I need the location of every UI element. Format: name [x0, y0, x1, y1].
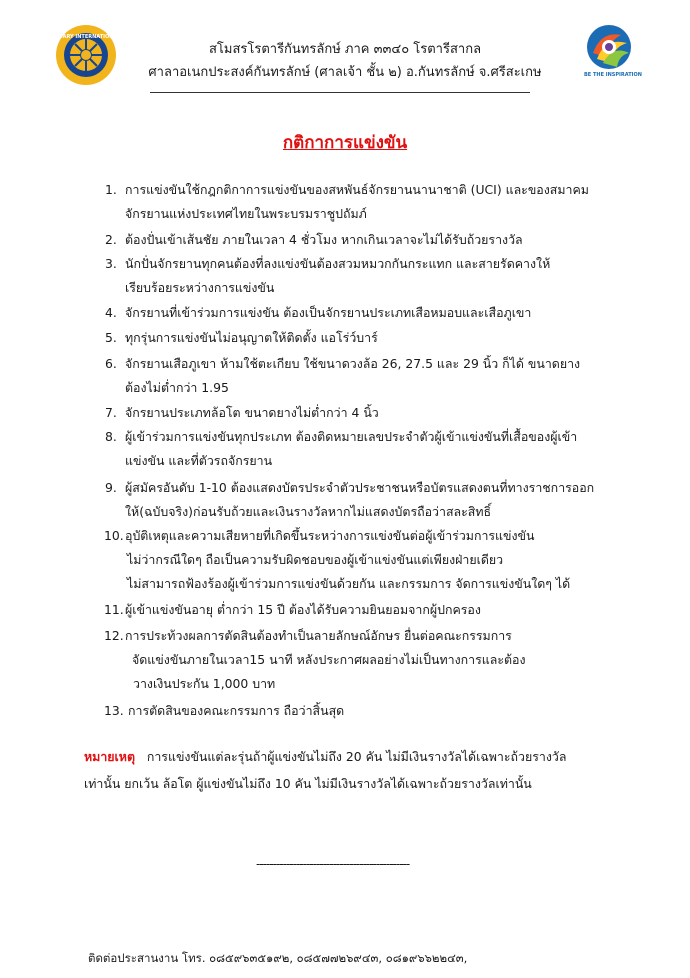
rule-text-line: ให้(ฉบับจริง)ก่อนรับถ้วยและเงินรางวัลหากไม่แสดงบัตรถือว่าสละสิทธิ์ — [125, 504, 492, 519]
rule-number: 11. — [104, 602, 124, 617]
rule-text-line: จักรยานที่เข้าร่วมการแข่งขัน ต้องเป็นจักรยานประเภทเสือหมอบและเสือภูเขา — [125, 305, 532, 320]
rule-number: 9. — [105, 480, 117, 495]
rule-text-line: จักรยานแห่งประเทศไทยในพระบรมราชูปถัมภ์ — [125, 206, 367, 221]
club-name: สโมสรโรตารีกันทรลักษ์ ภาค ๓๓๔๐ โรตารีสากล — [208, 42, 482, 57]
rule-text-line: นักปั่นจักรยานทุกคนต้องที่ลงแข่งขันต้องสวมหมวกกันกระแทก และสายรัดคางให้ — [125, 256, 551, 271]
note-line-1 — [84, 745, 566, 768]
be-the-inspiration-logo — [583, 23, 635, 71]
rule-text-line: การประท้วงผลการตัดสินต้องทำเป็นลายลักษณ์อักษร ยื่นต่อคณะกรรมการ — [125, 628, 512, 643]
rule-number: 6. — [105, 356, 117, 371]
rule-text-line: ผู้เข้าแข่งขันอายุ ต่ำกว่า 15 ปี ต้องได้รับความยินยอมจากผู้ปกครอง — [125, 602, 481, 617]
rule-text-line: ทุกรุ่นการแข่งขันไม่อนุญาตให้ติดตั้ง แอโร่ว์บาร์ — [125, 330, 378, 345]
rule-number: 4. — [105, 305, 117, 320]
logo-tagline: BE THE INSPIRATION — [584, 72, 642, 78]
rule-text-line: ไม่สามารถฟ้องร้องผู้เข้าร่วมการแข่งขันด้วยกัน และกรรมการ จัดการแข่งขันใดๆ ได้ — [127, 576, 571, 591]
header-divider — [150, 92, 530, 93]
rule-text-line: แข่งขัน และที่ตัวรถจักรยาน — [125, 453, 273, 468]
contact-info: ติดต่อประสานงาน โทร. ๐๘๕๙๖๓๕๑๙๒, ๐๘๕๗๗๒๖๙๔๓, ๐๘๑๙๖๖๒๒๔๓, — [88, 951, 468, 965]
rule-number: 5. — [105, 330, 117, 345]
rule-text-line: วางเงินประกัน 1,000 บาท — [133, 676, 276, 691]
rule-number: 12. — [104, 628, 124, 643]
rule-text-line: ต้องปั่นเข้าเส้นชัย ภายในเวลา 4 ชั่วโมง หากเกินเวลาจะไม่ได้รับถ้วยรางวัล — [125, 232, 523, 247]
note-line-2: เท่านั้น ยกเว้น ล้อโต ผู้แข่งขันไม่ถึง 10 คัน ไม่มีเงินรางวัลได้เฉพาะถ้วยรางวัลเท่านั้น — [84, 776, 532, 791]
rule-text-line: จักรยานประเภทล้อโต ขนาดยางไม่ต่ำกว่า 4 นิ้ว — [125, 405, 379, 420]
venue-line: ศาลาอเนกประสงค์กันทรลักษ์ (ศาลเจ้า ชั้น ๒) อ.กันทรลักษ์ จ.ศรีสะเกษ — [148, 65, 542, 80]
rule-text-line: จักรยานเสือภูเขา ห้ามใช้ตะเกียบ ใช้ขนาดวงล้อ 26, 27.5 และ 29 นิ้ว ก็ได้ ขนาดยาง — [125, 356, 581, 371]
note-text-1: การแข่งขันแต่ละรุ่นถ้าผู้แข่งขันไม่ถึง 20 คัน ไม่มีเงินรางวัลได้เฉพาะถ้วยรางวัล — [146, 749, 567, 764]
rule-number: 3. — [105, 256, 117, 271]
rule-text-line: ไม่ว่ากรณีใดๆ ถือเป็นความรับผิดชอบของผู้เข้าแข่งขันแต่เพียงฝ่ายเดียว — [127, 552, 504, 567]
rule-text-line: จัดแข่งขันภายในเวลา15 นาที หลังประกาศผลอย่างไม่เป็นทางการและต้อง — [132, 652, 526, 667]
rule-number: 2. — [105, 232, 117, 247]
rule-text-line: อุบัติเหตุและความเสียหายที่เกิดขึ้นระหว่างการแข่งขันต่อผู้เข้าร่วมการแข่งขัน — [125, 528, 535, 543]
rule-number: 7. — [105, 405, 117, 420]
separator-line: ---------------------------------------------- — [256, 857, 410, 871]
rule-text-line: การแข่งขันใช้กฎกติกาการแข่งขันของสหพันธ์จักรยานนานาชาติ (UCI) และของสมาคม — [125, 182, 589, 197]
rotary-logo-text-top: ROTARY INTERNATIONAL — [51, 34, 121, 40]
rule-number: 1. — [105, 182, 117, 197]
page-title: กติกาการแข่งขัน — [282, 133, 408, 153]
rule-text-line: ต้องไม่ต่ำกว่า 1.95 — [125, 380, 229, 395]
rule-text-line: ผู้สมัครอันดับ 1-10 ต้องแสดงบัตรประจำตัวประชาชนหรือบัตรแสดงตนที่ทางราชการออก — [125, 480, 595, 495]
rule-number: 10. — [104, 528, 124, 543]
rule-text-line: การตัดสินของคณะกรรมการ ถือว่าสิ้นสุด — [128, 703, 345, 718]
rule-text-line: เรียบร้อยระหว่างการแข่งขัน — [125, 280, 275, 295]
rule-number: 8. — [105, 429, 117, 444]
note-label: หมายเหตุ — [84, 749, 136, 764]
rule-text-line: ผู้เข้าร่วมการแข่งขันทุกประเภท ต้องติดหมายเลขประจำตัวผู้เข้าแข่งขันที่เสื้อของผู้เข้า — [125, 429, 578, 444]
rule-number: 13. — [104, 703, 124, 718]
